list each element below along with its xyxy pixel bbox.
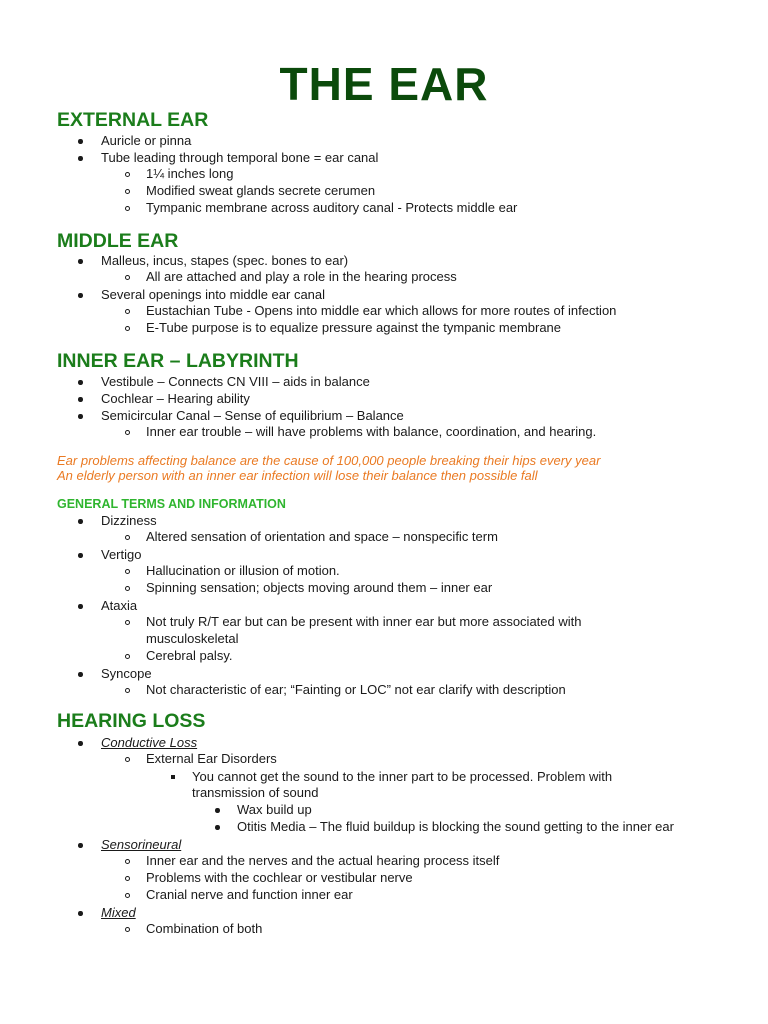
bullet-icon bbox=[78, 293, 83, 298]
heading-inner-ear: INNER EAR – LABYRINTH bbox=[57, 350, 299, 372]
circle-bullet-icon bbox=[125, 757, 130, 762]
bullet-icon bbox=[78, 397, 83, 402]
bullet-icon bbox=[78, 672, 83, 677]
circle-bullet-icon bbox=[125, 535, 130, 540]
circle-bullet-icon bbox=[125, 688, 130, 693]
bullet-icon bbox=[78, 604, 83, 609]
circle-bullet-icon bbox=[125, 893, 130, 898]
circle-bullet-icon bbox=[125, 876, 130, 881]
bullet-icon bbox=[78, 553, 83, 558]
circle-bullet-icon bbox=[125, 430, 130, 435]
circle-bullet-icon bbox=[125, 326, 130, 331]
circle-bullet-icon bbox=[125, 654, 130, 659]
circle-bullet-icon bbox=[125, 859, 130, 864]
heading-general-terms: GENERAL TERMS AND INFORMATION bbox=[57, 497, 286, 511]
circle-bullet-icon bbox=[125, 586, 130, 591]
document-title: THE EAR bbox=[279, 58, 489, 110]
bullet-icon bbox=[78, 519, 83, 524]
heading-hearing-loss: HEARING LOSS bbox=[57, 710, 206, 732]
bullet-icon bbox=[78, 380, 83, 385]
bullet-icon bbox=[78, 414, 83, 419]
bullet-icon bbox=[78, 911, 83, 916]
bullet-icon bbox=[215, 825, 220, 830]
note-line: An elderly person with an inner ear infection will lose their balance then possible fall bbox=[57, 468, 538, 483]
square-bullet-icon bbox=[171, 775, 175, 779]
circle-bullet-icon bbox=[125, 927, 130, 932]
heading-external-ear: EXTERNAL EAR bbox=[57, 109, 209, 131]
bullet-icon bbox=[78, 156, 83, 161]
circle-bullet-icon bbox=[125, 309, 130, 314]
bullet-icon bbox=[215, 808, 220, 813]
circle-bullet-icon bbox=[125, 620, 130, 625]
circle-bullet-icon bbox=[125, 569, 130, 574]
bullet-icon bbox=[78, 843, 83, 848]
bullet-icon bbox=[78, 259, 83, 264]
heading-middle-ear: MIDDLE EAR bbox=[57, 230, 179, 252]
circle-bullet-icon bbox=[125, 189, 130, 194]
circle-bullet-icon bbox=[125, 275, 130, 280]
circle-bullet-icon bbox=[125, 172, 130, 177]
circle-bullet-icon bbox=[125, 206, 130, 211]
document-page: THE EAR EXTERNAL EAR Auricle or pinna Tube leading through temporal bone = ear canal 1¼ inches long Modified sweat glands secrete cerumen Tympanic membrane across auditory canal - Protects middle ear MIDDLE EAR Malleus, incus, stapes (spec. bones to ear) All are attached and play a role in the hearing process Several openings into middle ear canal Eustachian Tube - Opens into middle ear which allows for more routes of infection E-Tube purpose is to equalize pressure against the tympanic membrane INNER EAR – LABYRINTH Vestibule – Connects CN VIII – aids in balance Cochlear – Hearing ability Semicircular Canal – Sense of equilibrium – Balance Inner ear trouble – will have problems with balance, coordination, and hearing. Ear problems affecting balance are the cause of 100,000 people breaking their hips every year An elderly person with an inner ear infection will lose their balance then possible fall GENERAL TERMS AND INFORMATION Dizziness Altered sensation of orientation and space – nonspecific term Vertigo Hallucination or illusion of motion. Spinning sensation; objects moving around them – inner ear Ataxia Not truly R/T ear but can be present with inner ear but more associated with musculoskeletal Cerebral palsy. Syncope Not characteristic of ear; “Fainting or LOC” not ear clarify with description HEARING LOSS Conductive Loss External Ear Disorders You cannot get the sound to the inner part to be processed. Problem with transmission of sound Wax build up Otitis Media – The fluid buildup is blocking the sound getting to the inner ear Sensorineural Inner ear and the nerves and the actual hearing process itself Problems with the cochlear or vestibular nerve Cranial nerve and function inner ear Mixed Combination of both bbox=[0, 0, 768, 1024]
bullet-icon bbox=[78, 741, 83, 746]
note-line: Ear problems affecting balance are the cause of 100,000 people breaking their hips every year bbox=[57, 453, 601, 468]
bullet-icon bbox=[78, 139, 83, 144]
